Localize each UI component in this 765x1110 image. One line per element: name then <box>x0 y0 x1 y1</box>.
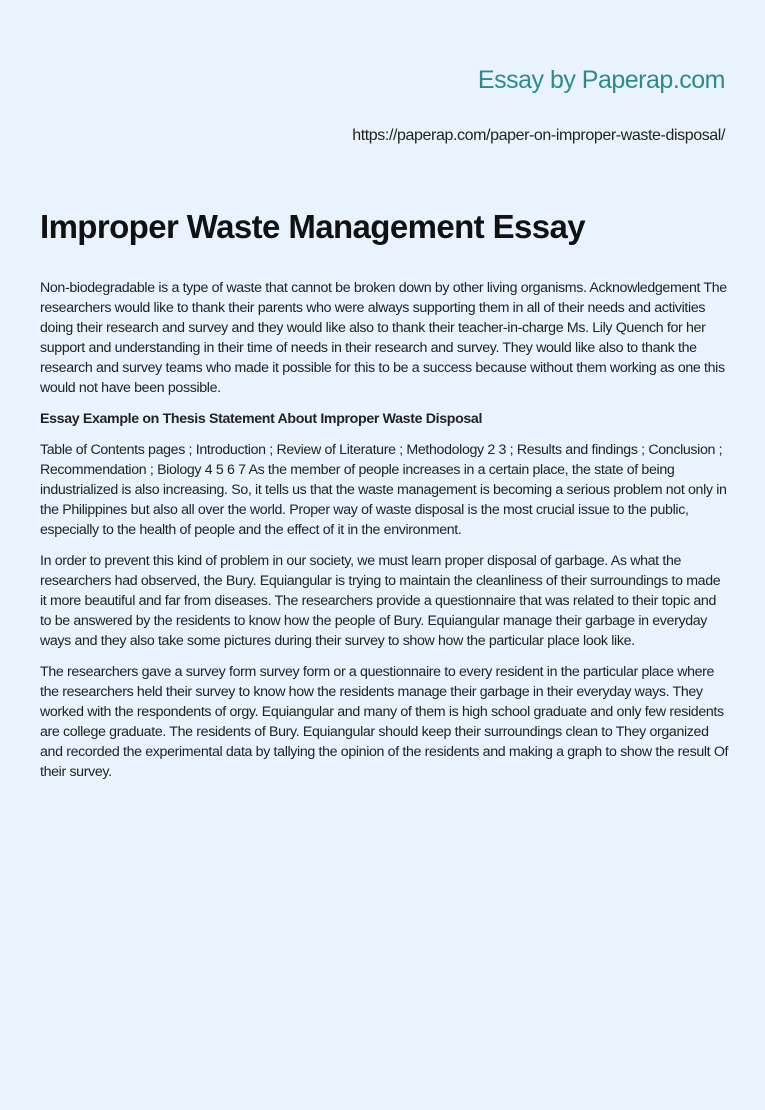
paragraph: In order to prevent this kind of problem in our society, we must learn proper disposal of garbage. As what the researchers had observed, the Bury. Equiangular is trying to maintain the cleanliness of their surroundings to made it more beautiful and far from diseases. The researchers provide a questionnaire that was related to their topic and to be answered by the residents to know how the people of Bury. Equiangular manage their garbage in everyday ways and they also take some pictures during their survey to show how the particular place look like. <box>40 553 721 649</box>
paragraph: Non-biodegradable is a type of waste that cannot be broken down by other living organisms. Acknowledgement The researchers would like to thank their parents who were always supporting them in all of their needs and activities doing their research and survey and they would like also to thank their teacher-in-charge Ms. Lily Quench for her support and understanding in their time of needs in their research and survey. They would like also to thank the research and survey teams who made it possible for this to be a success because without them working as one this would not have been possible. <box>40 280 727 396</box>
paragraph: Table of Contents pages ; Introduction ; Review of Literature ; Methodology 2 3 ; Results and findings ; Conclusion ; Recommendation ; Biology 4 5 6 7 As the member of people increases in a certain place, the state of being industrialized is also increasing. So, it tells us that the waste management is becoming a serious problem not only in the Philippines but also all over the world. Proper way of waste disposal is the most crucial issue to the public, especially to the health of people and the effect of it in the environment. <box>40 442 727 538</box>
site-brand-link[interactable]: Essay by Paperap.com <box>477 66 725 94</box>
source-url[interactable]: https://paperap.com/paper-on-improper-waste-disposal/ <box>352 127 725 144</box>
paragraph: The researchers gave a survey form survey form or a questionnaire to every resident in the particular place where the researchers held their survey to know how the residents manage their garbage in their everyday ways. They worked with the respondents of orgy. Equiangular and many of them is high school graduate and only few residents are college graduate. The residents of Bury. Equiangular should keep their surroundings clean to They organized and recorded the experimental data by tallying the opinion of the residents and making a graph to show the result Of their survey. <box>40 664 729 780</box>
section-heading: Essay Example on Thesis Statement About Improper Waste Disposal <box>40 411 483 427</box>
page-title: Improper Waste Management Essay <box>40 208 586 245</box>
essay-body <box>40 278 730 793</box>
